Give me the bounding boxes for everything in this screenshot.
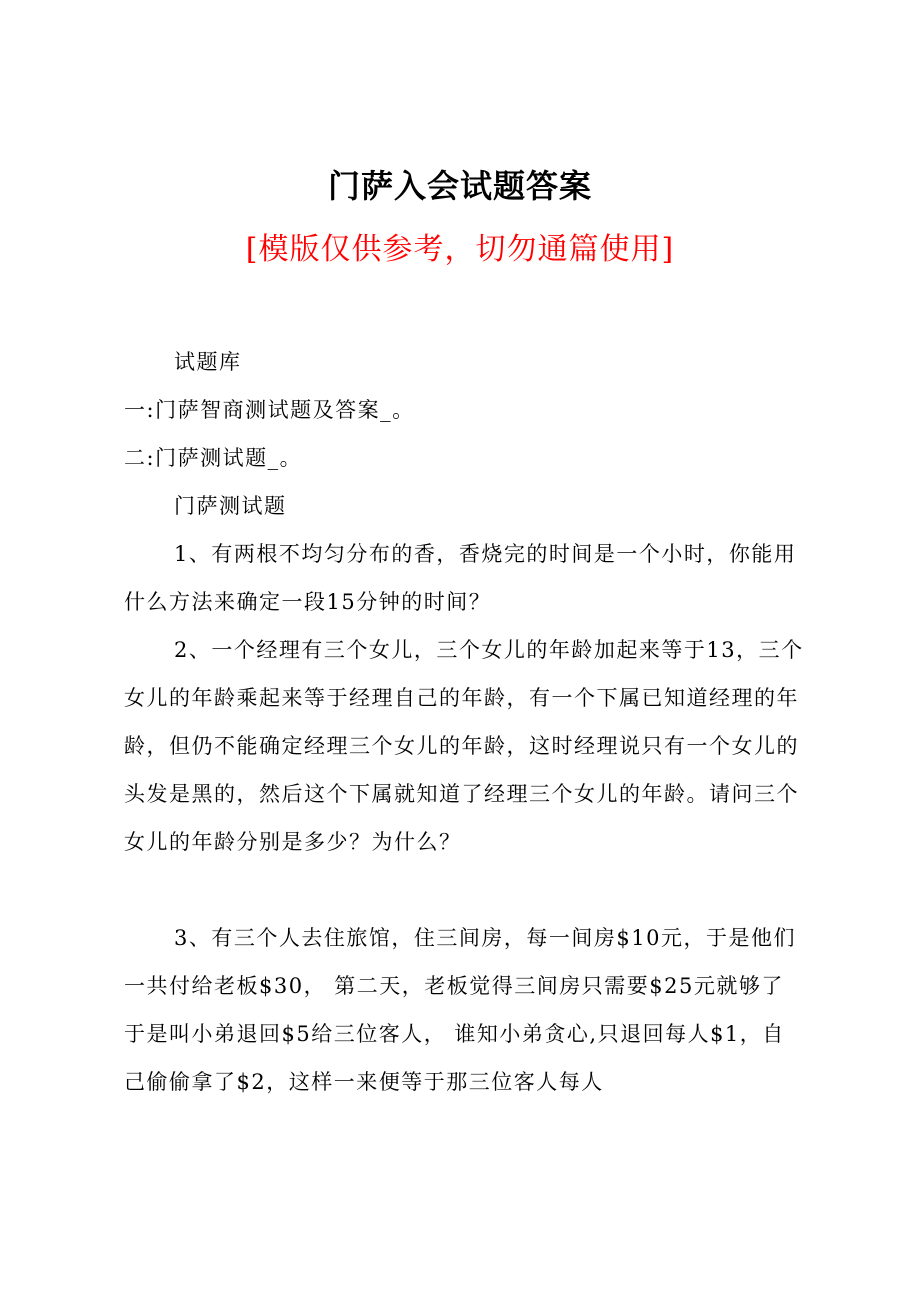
paragraph-question-bank: 试题库 [174, 350, 242, 374]
document-title: 门萨入会试题答案 [327, 167, 592, 205]
paragraph-link-two: 二:门萨测试题_。 [124, 446, 303, 470]
paragraph-section-heading: 门萨测试题 [174, 494, 287, 518]
paragraph-question-2: 2、一个经理有三个女儿，三个女儿的年龄加起来等于13，三个女儿的年龄乘起来等于经理自己的年龄，有一个下属已知道经理的年龄，但仍不能确定经理三个女儿的年龄，这时经理说只有一个女儿的头发是黑的，然后这个下属就知道了经理三个女儿的年龄。请问三个女儿的年龄分别是多少？为什么？ [124, 638, 804, 854]
paragraph-link-one: 一:门萨智商测试题及答案_。 [124, 398, 415, 422]
document-subtitle: [模版仅供参考，切勿通篇使用] [245, 232, 675, 267]
paragraph-spacer [124, 866, 804, 914]
document-body [124, 338, 804, 1106]
paragraph-question-3: 3、有三个人去住旅馆，住三间房，每一间房$10元，于是他们一共付给老板$30， 第二天，老板觉得三间房只需要$25元就够了于是叫小弟退回$5给三位客人， 谁知小弟贪心,只退回每人$1，自己偷偷拿了$2，这样一来便等于那三位客人每人 [124, 926, 796, 1094]
paragraph-question-1: 1、有两根不均匀分布的香，香烧完的时间是一个小时，你能用什么方法来确定一段15分钟的时间？ [124, 542, 797, 614]
